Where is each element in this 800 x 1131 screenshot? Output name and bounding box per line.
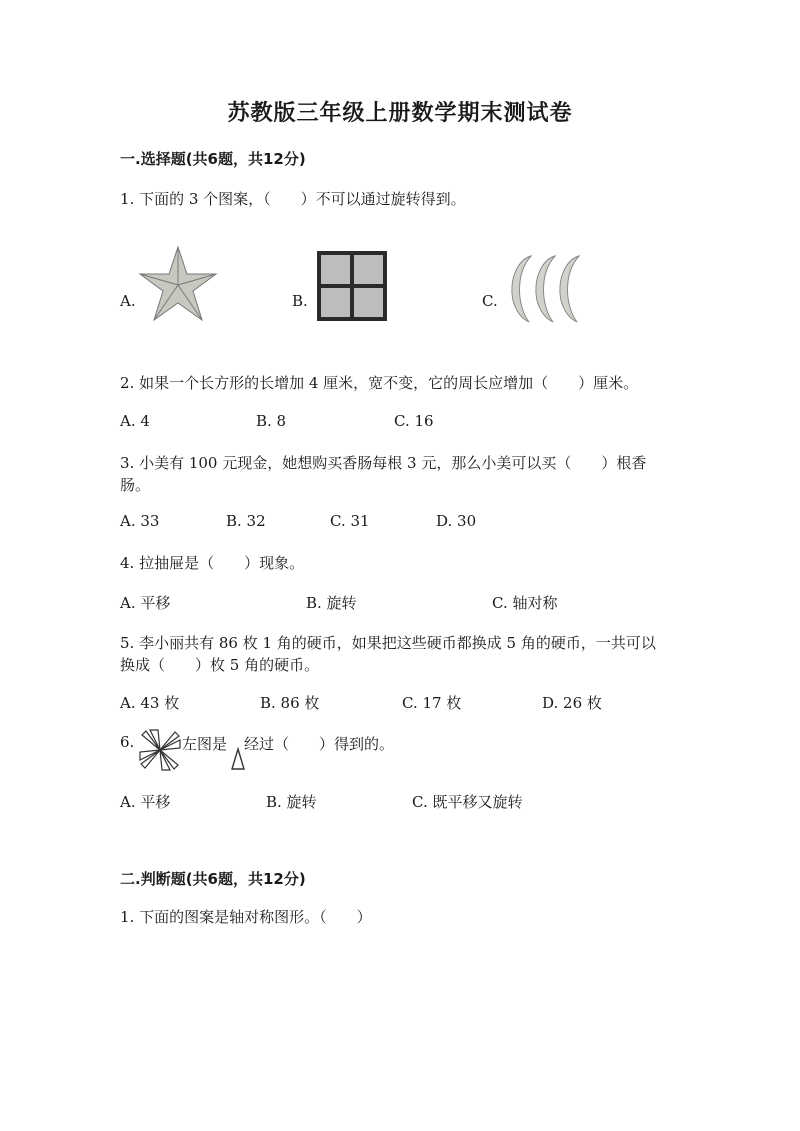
question-6-text-b: 经过（ ）得到的。: [244, 735, 395, 753]
q3-option-b: B. 32: [226, 512, 266, 530]
q1-option-c-label: C.: [482, 292, 498, 310]
q3-option-a: A. 33: [120, 512, 160, 530]
page-title: 苏教版三年级上册数学期末测试卷: [227, 100, 573, 126]
q1-option-b-label: B.: [292, 292, 308, 310]
q5-option-d: D. 26 枚: [542, 694, 602, 712]
q2-option-b: B. 8: [256, 412, 287, 430]
section-heading-judgement: 二.判断题(共6题，共12分): [120, 870, 306, 888]
question-3-line-1: 3. 小美有 100 元现金，她想购买香肠每根 3 元，那么小美可以买（ ）根香: [120, 454, 647, 472]
star-figure: [138, 245, 218, 323]
q5-option-b: B. 86 枚: [260, 694, 320, 712]
q2-option-c: C. 16: [394, 412, 434, 430]
q3-option-c: C. 31: [330, 512, 370, 530]
question-1: 1. 下面的 3 个图案，（ ）不可以通过旋转得到。: [120, 190, 466, 208]
q4-option-b: B. 旋转: [306, 594, 357, 612]
judgement-question-1: 1. 下面的图案是轴对称图形。（ ）: [120, 908, 372, 926]
question-5-line-1: 5. 李小丽共有 86 枚 1 角的硬币，如果把这些硬币都换成 5 角的硬币，一共可以: [120, 634, 656, 652]
q2-option-a: A. 4: [120, 412, 150, 430]
pinwheel-figure: [138, 728, 182, 772]
q4-option-c: C. 轴对称: [492, 594, 558, 612]
q6-option-b: B. 旋转: [266, 793, 317, 811]
question-6-number: 6.: [120, 733, 135, 751]
question-5-line-2: 换成（ ）枚 5 角的硬币。: [120, 656, 320, 674]
q6-option-c: C. 既平移又旋转: [412, 793, 523, 811]
question-6-text-a: 左图是: [182, 735, 228, 753]
q3-option-d: D. 30: [436, 512, 477, 530]
question-2: 2. 如果一个长方形的长增加 4 厘米，宽不变，它的周长应增加（ ）厘米。: [120, 374, 639, 392]
q4-option-a: A. 平移: [120, 594, 171, 612]
section-heading-choice: 一.选择题(共6题，共12分): [120, 150, 306, 168]
q1-option-a-label: A.: [120, 292, 136, 310]
crescent-moons-figure: [505, 254, 585, 324]
square-grid-figure: [316, 250, 388, 322]
q6-option-a: A. 平移: [120, 793, 171, 811]
q5-option-c: C. 17 枚: [402, 694, 462, 712]
q5-option-a: A. 43 枚: [120, 694, 180, 712]
question-4: 4. 拉抽屉是（ ）现象。: [120, 554, 305, 572]
question-3-line-2: 肠。: [120, 476, 151, 494]
